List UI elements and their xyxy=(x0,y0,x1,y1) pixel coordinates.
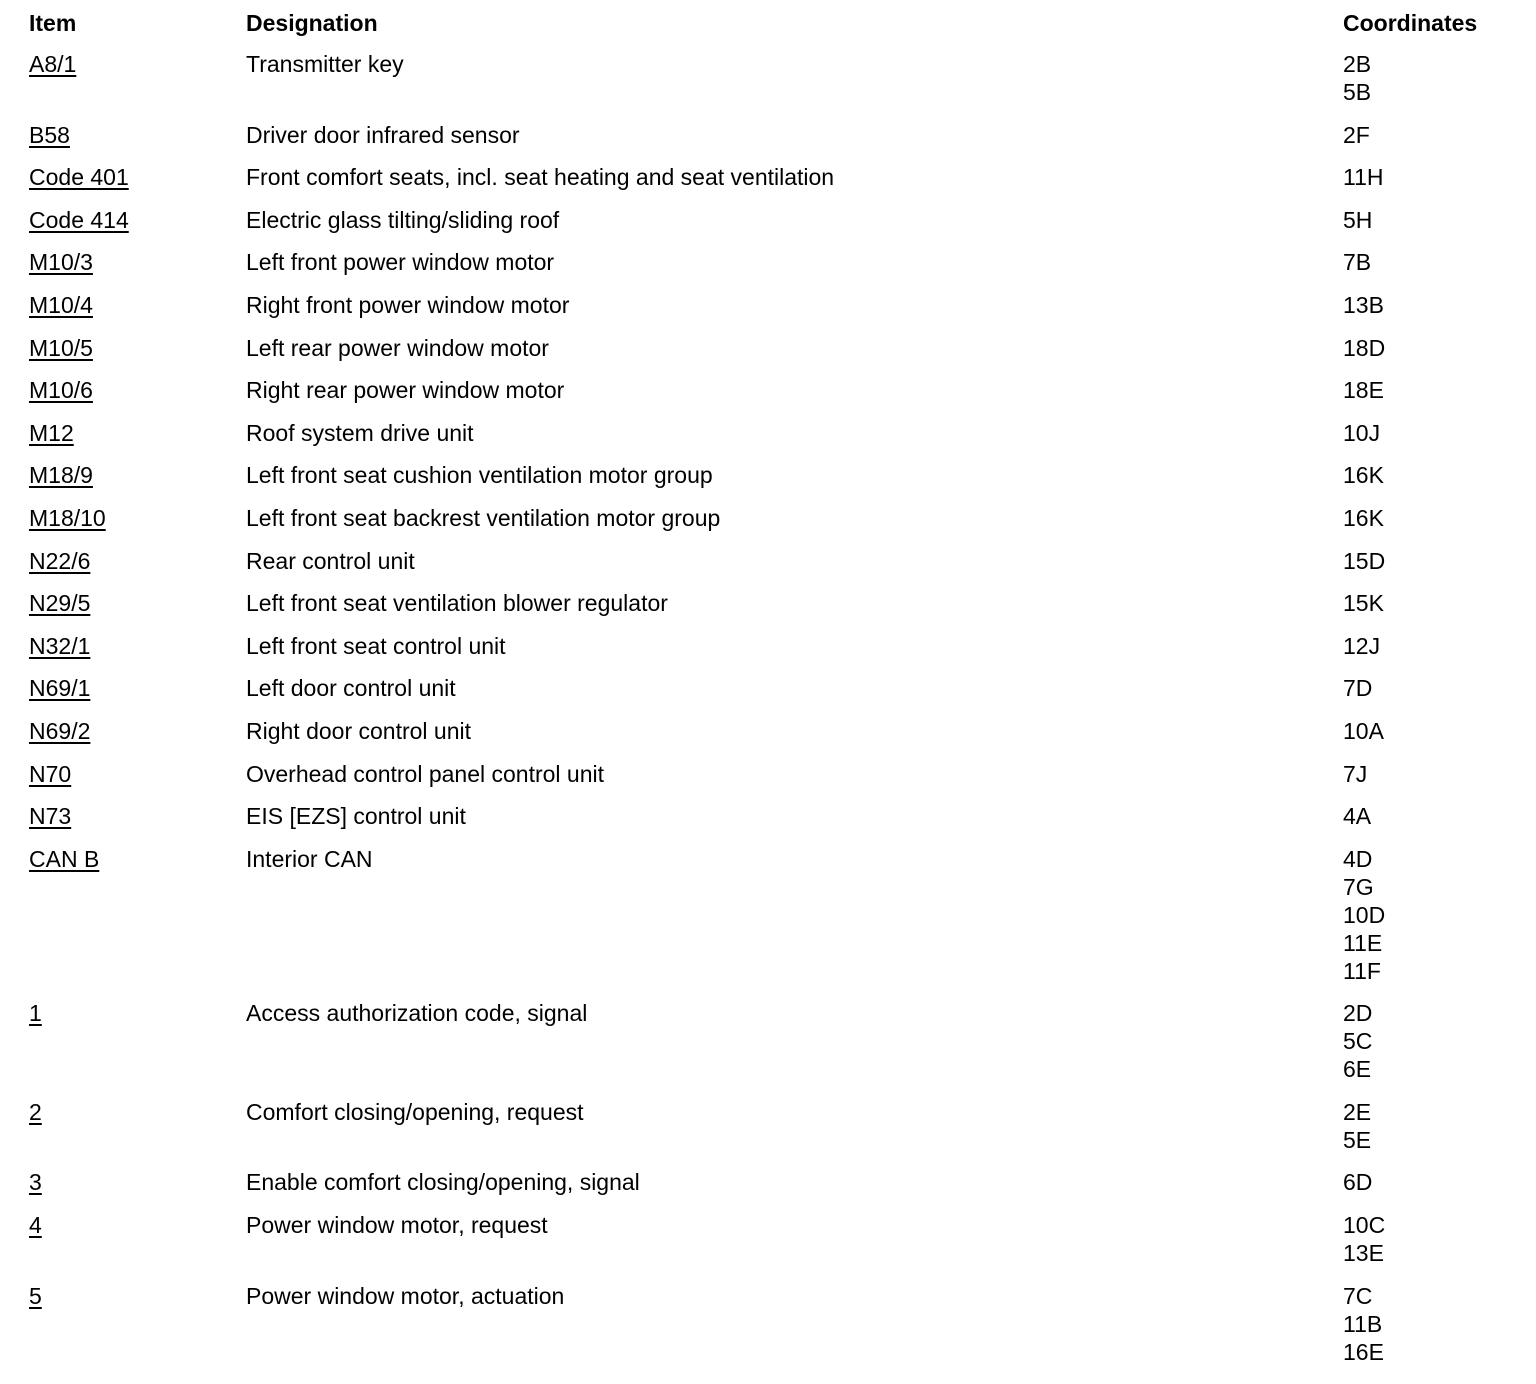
item-link[interactable]: 1 xyxy=(29,1000,42,1027)
coordinates-cell xyxy=(1343,717,1523,745)
designation-cell: Comfort closing/opening, request xyxy=(246,1098,584,1125)
designation-cell: EIS [EZS] control unit xyxy=(246,803,466,830)
coordinate-value: 18D xyxy=(1343,334,1386,361)
item-cell xyxy=(29,589,90,617)
designation-cell: Driver door infrared sensor xyxy=(246,121,520,148)
designation-cell: Roof system drive unit xyxy=(246,419,474,446)
item-link[interactable]: 2 xyxy=(29,1098,42,1125)
table-row xyxy=(0,50,1536,121)
coordinate-value: 11F xyxy=(1343,957,1381,984)
table-row xyxy=(0,717,1536,760)
coordinate-value: 7C xyxy=(1343,1282,1373,1309)
coordinate-value: 2F xyxy=(1343,121,1370,148)
table-row xyxy=(0,163,1536,206)
item-cell xyxy=(29,248,93,276)
designation-cell: Left front power window motor xyxy=(246,249,555,276)
item-cell xyxy=(29,121,70,149)
coordinate-value: 7J xyxy=(1343,760,1368,787)
coordinate-value: 7D xyxy=(1343,675,1373,702)
coordinate-value: 11H xyxy=(1343,164,1384,191)
item-link[interactable]: Code 401 xyxy=(29,164,129,191)
designation-cell: Right rear power window motor xyxy=(246,377,565,404)
coordinates-cell xyxy=(1343,334,1523,362)
table-row xyxy=(0,206,1536,249)
table-row xyxy=(0,376,1536,419)
coordinates-cell xyxy=(1343,376,1523,404)
item-link[interactable]: N70 xyxy=(29,760,72,787)
coordinate-value: 11E xyxy=(1343,929,1383,956)
item-link[interactable]: M10/5 xyxy=(29,334,93,361)
item-cell xyxy=(29,547,90,575)
item-link[interactable]: M18/9 xyxy=(29,462,93,489)
item-cell xyxy=(29,632,90,660)
table-row xyxy=(0,121,1536,164)
item-link[interactable]: 3 xyxy=(29,1169,42,1196)
coordinates-cell xyxy=(1343,121,1523,149)
designation-cell: Left front seat cushion ventilation motor group xyxy=(246,462,713,489)
coordinate-value: 10A xyxy=(1343,717,1384,744)
coordinate-value: 12J xyxy=(1343,632,1381,659)
coordinate-value: 4A xyxy=(1343,803,1372,830)
coordinate-value: 10D xyxy=(1343,901,1386,928)
item-cell xyxy=(29,206,129,234)
item-link[interactable]: N69/2 xyxy=(29,717,91,744)
coordinates-cell xyxy=(1343,802,1523,830)
item-cell xyxy=(29,419,74,447)
table-row xyxy=(0,291,1536,334)
table-row xyxy=(0,1211,1536,1282)
coordinate-value: 2E xyxy=(1343,1098,1372,1125)
item-cell xyxy=(29,999,42,1027)
coordinate-value: 6D xyxy=(1343,1169,1373,1196)
table-row xyxy=(0,419,1536,462)
coordinates-cell xyxy=(1343,845,1523,985)
coordinates-cell xyxy=(1343,1168,1523,1196)
coordinate-value: 16K xyxy=(1343,504,1384,531)
coordinate-value: 16E xyxy=(1343,1338,1384,1365)
table-row xyxy=(0,504,1536,547)
item-link[interactable]: M18/10 xyxy=(29,504,106,531)
item-cell xyxy=(29,674,90,702)
table-row xyxy=(0,674,1536,717)
coordinates-cell xyxy=(1343,504,1523,532)
designation-cell: Left front seat control unit xyxy=(246,632,506,659)
legend-rows xyxy=(0,50,1536,1380)
coordinates-cell xyxy=(1343,291,1523,319)
coordinates-cell xyxy=(1343,50,1523,106)
table-row xyxy=(0,802,1536,845)
item-link[interactable]: M10/4 xyxy=(29,291,93,318)
designation-cell: Power window motor, actuation xyxy=(246,1282,565,1309)
item-link[interactable]: M10/6 xyxy=(29,377,93,404)
table-row xyxy=(0,1098,1536,1169)
header-item: Item xyxy=(29,10,77,36)
coordinates-cell xyxy=(1343,589,1523,617)
item-cell xyxy=(29,163,129,191)
item-link[interactable]: M10/3 xyxy=(29,249,93,276)
item-cell xyxy=(29,1098,42,1126)
item-cell xyxy=(29,845,99,873)
table-row xyxy=(0,760,1536,803)
coordinates-cell xyxy=(1343,547,1523,575)
coordinate-value: 5C xyxy=(1343,1028,1373,1055)
coordinates-cell xyxy=(1343,163,1523,191)
coordinate-value: 15D xyxy=(1343,547,1386,574)
designation-cell: Rear control unit xyxy=(246,547,415,574)
item-cell xyxy=(29,760,71,788)
item-link[interactable]: N73 xyxy=(29,803,72,830)
coordinates-cell xyxy=(1343,461,1523,489)
designation-cell: Enable comfort closing/opening, signal xyxy=(246,1169,640,1196)
coordinates-cell xyxy=(1343,419,1523,447)
designation-cell: Power window motor, request xyxy=(246,1212,548,1239)
header-coordinates: Coordinates xyxy=(1343,10,1478,36)
item-link[interactable]: Code 414 xyxy=(29,206,129,233)
item-link[interactable]: 4 xyxy=(29,1212,42,1239)
table-row xyxy=(0,1282,1536,1381)
coordinate-value: 11B xyxy=(1343,1310,1383,1337)
coordinates-cell xyxy=(1343,760,1523,788)
item-link[interactable]: N69/1 xyxy=(29,675,91,702)
coordinate-value: 2B xyxy=(1343,51,1372,77)
item-cell xyxy=(29,376,93,404)
item-cell xyxy=(29,717,90,745)
item-cell xyxy=(29,802,71,830)
designation-cell: Overhead control panel control unit xyxy=(246,760,604,787)
table-row xyxy=(0,845,1536,1000)
designation-cell: Left front seat ventilation blower regulator xyxy=(246,590,668,617)
item-link[interactable]: CAN B xyxy=(29,845,100,872)
item-link[interactable]: N29/5 xyxy=(29,590,91,617)
coordinate-value: 10J xyxy=(1343,419,1381,446)
table-row xyxy=(0,334,1536,377)
item-cell xyxy=(29,1168,42,1196)
coordinate-value: 16K xyxy=(1343,462,1384,489)
item-cell xyxy=(29,461,93,489)
item-cell xyxy=(29,1282,42,1310)
coordinate-value: 5E xyxy=(1343,1126,1372,1153)
coordinates-cell xyxy=(1343,1098,1523,1154)
coordinate-value: 7B xyxy=(1343,249,1372,276)
item-cell xyxy=(29,291,93,319)
coordinates-cell xyxy=(1343,1211,1523,1267)
coordinate-value: 10C xyxy=(1343,1212,1386,1239)
table-row xyxy=(0,632,1536,675)
table-row xyxy=(0,248,1536,291)
coordinates-cell xyxy=(1343,248,1523,276)
table-row xyxy=(0,461,1536,504)
item-cell xyxy=(29,334,93,362)
coordinate-value: 4D xyxy=(1343,845,1373,872)
designation-cell: Right front power window motor xyxy=(246,291,570,318)
coordinate-value: 13B xyxy=(1343,291,1384,318)
item-link[interactable]: N32/1 xyxy=(29,632,91,659)
item-link[interactable]: M12 xyxy=(29,419,74,446)
item-link[interactable]: N22/6 xyxy=(29,547,91,574)
designation-cell: Front comfort seats, incl. seat heating and seat ventilation xyxy=(246,164,835,191)
coordinates-cell xyxy=(1343,999,1523,1083)
designation-cell: Left rear power window motor xyxy=(246,334,549,361)
item-cell xyxy=(29,504,106,532)
coordinate-value: 13E xyxy=(1343,1240,1384,1267)
coordinate-value: 18E xyxy=(1343,377,1384,404)
designation-cell: Electric glass tilting/sliding roof xyxy=(246,206,560,233)
item-link[interactable]: A8/1 xyxy=(29,51,77,77)
header-designation: Designation xyxy=(246,10,378,36)
coordinate-value: 7G xyxy=(1343,873,1374,900)
coordinates-cell xyxy=(1343,674,1523,702)
coordinates-cell xyxy=(1343,206,1523,234)
table-row xyxy=(0,547,1536,590)
coordinate-value: 5B xyxy=(1343,79,1372,105)
coordinate-value: 5H xyxy=(1343,206,1373,233)
designation-cell: Transmitter key xyxy=(246,51,404,77)
coordinate-value: 15K xyxy=(1343,590,1384,617)
designation-cell: Left front seat backrest ventilation motor group xyxy=(246,504,721,531)
item-link[interactable]: B58 xyxy=(29,121,70,148)
designation-cell: Right door control unit xyxy=(246,717,472,744)
coordinates-cell xyxy=(1343,632,1523,660)
item-link[interactable]: 5 xyxy=(29,1282,42,1309)
table-row xyxy=(0,1168,1536,1211)
table-row xyxy=(0,999,1536,1098)
designation-cell: Interior CAN xyxy=(246,845,373,872)
item-cell xyxy=(29,1211,42,1239)
coordinate-value: 2D xyxy=(1343,1000,1373,1027)
table-row xyxy=(0,589,1536,632)
designation-cell: Left door control unit xyxy=(246,675,456,702)
item-cell xyxy=(29,50,76,78)
coordinates-cell xyxy=(1343,1282,1523,1366)
designation-cell: Access authorization code, signal xyxy=(246,1000,588,1027)
coordinate-value: 6E xyxy=(1343,1056,1372,1083)
